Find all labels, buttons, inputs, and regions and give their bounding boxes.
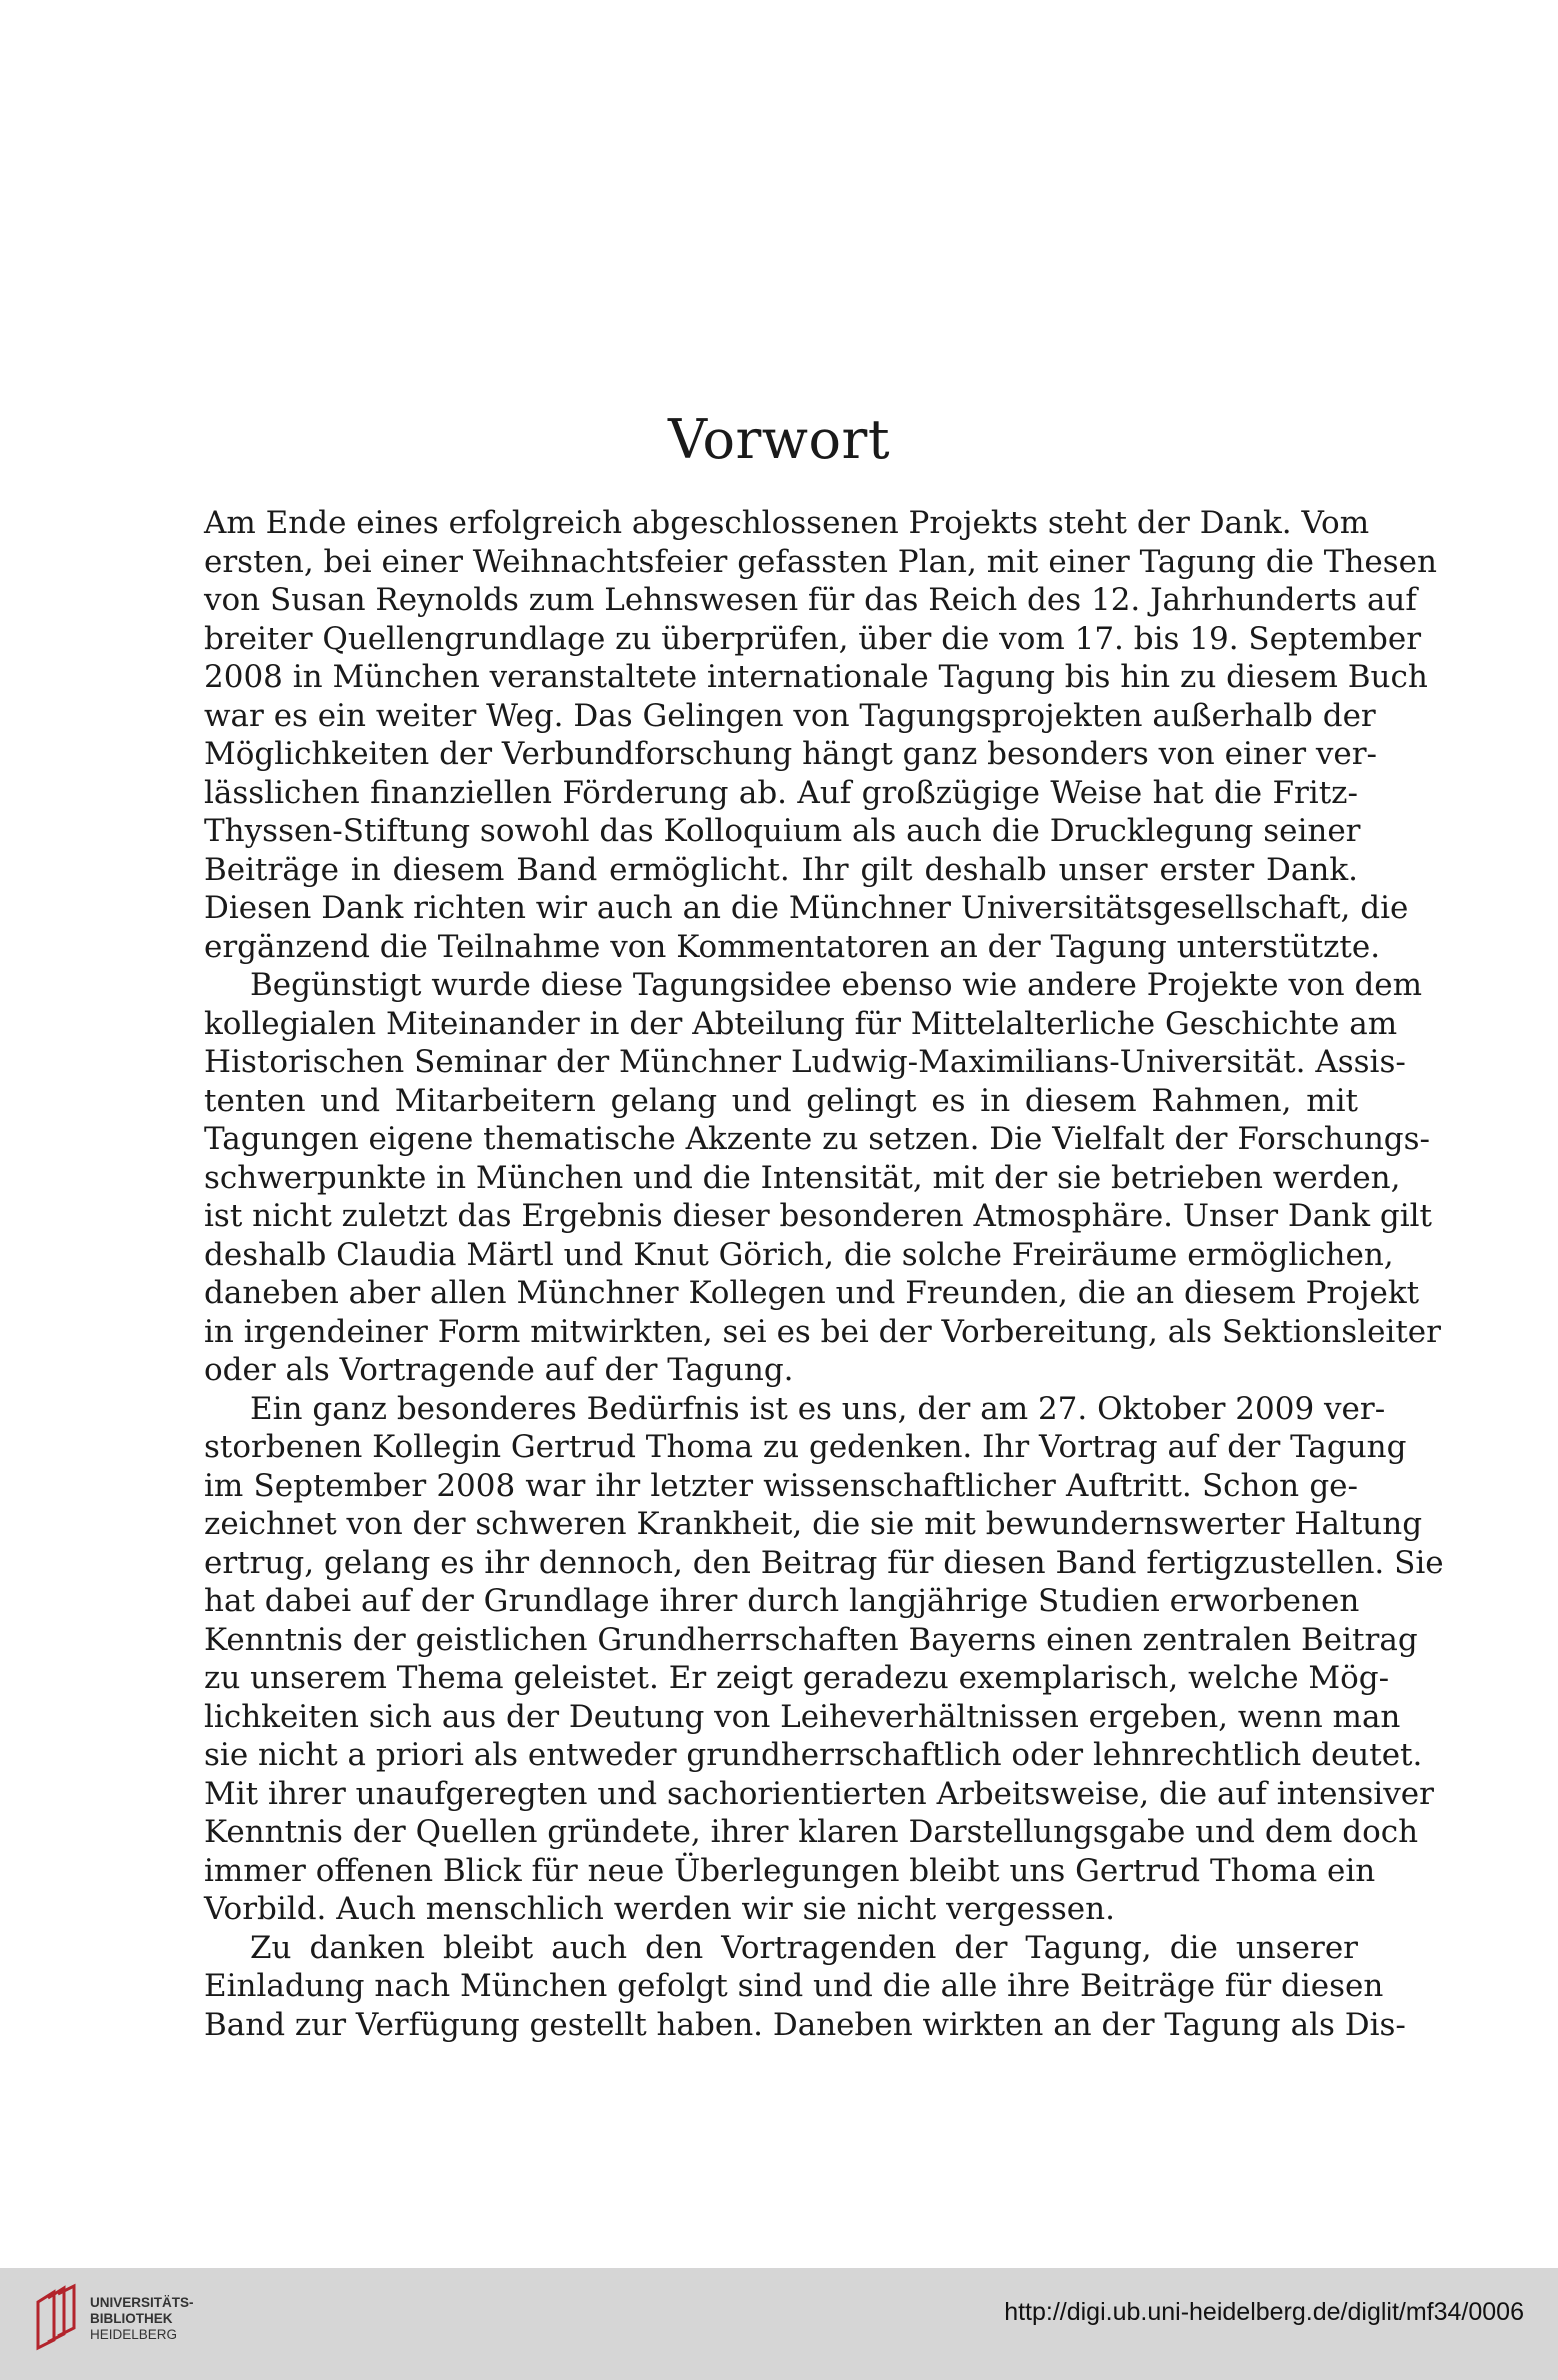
text-line: immer offenen Blick für neue Überlegungen bleibt uns Gertrud Thoma ein [204,1852,1376,1889]
text-line: oder als Vortragende auf der Tagung. [204,1352,794,1388]
text-line: kollegialen Miteinander in der Abteilung für Mittelalterliche Geschichte am [204,1005,1398,1042]
text-line: ist nicht zuletzt das Ergebnis dieser besonderen Atmosphäre. Unser Dank gilt [204,1198,1432,1234]
text-line: lässlichen finanziellen Förderung ab. Auf großzügige Weise hat die Fritz- [204,774,1358,811]
text-line: Begünstigt wurde diese Tagungsidee ebenso wie andere Projekte von dem [250,967,1423,1003]
text-line: ergänzend die Teilnahme von Kommentatoren an der Tagung unterstützte. [204,928,1381,965]
text-line: tenten und Mitarbeitern gelang und gelingt es in diesem Rahmen, mit [204,1082,1358,1119]
source-url-link[interactable]: http://digi.ub.uni-heidelberg.de/diglit/mf34/0006 [1004,2298,1524,2326]
text-line: daneben aber allen Münchner Kollegen und Freunden, die an diesem Projekt [204,1275,1420,1311]
text-line: Kenntnis der Quellen gründete, ihrer klaren Darstellungsgabe und dem doch [204,1814,1419,1850]
text-line: Mit ihrer unaufgeregten und sachorientierten Arbeitsweise, die auf intensiver [204,1775,1434,1812]
text-line: deshalb Claudia Märtl und Knut Görich, die solche Freiräume ermöglichen, [204,1236,1394,1273]
text-line: Zu danken bleibt auch den Vortragenden der Tagung, die unserer [250,1929,1358,1966]
text-line: storbenen Kollegin Gertrud Thoma zu gedenken. Ihr Vortrag auf der Tagung [204,1429,1407,1465]
library-name-line: BIBLIOTHEK [90,2311,173,2326]
text-line: Kenntnis der geistlichen Grundherrschaften Bayerns einen zentralen Beitrag [204,1621,1418,1658]
page-title: Vorwort [667,408,891,472]
paragraph [204,966,1441,1390]
text-line: hat dabei auf der Grundlage ihrer durch langjährige Studien erworbenen [204,1583,1360,1619]
text-line: Band zur Verfügung gestellt haben. Daneben wirkten an der Tagung als Dis- [204,2006,1406,2043]
library-name-line: HEIDELBERG [90,2327,178,2342]
text-line: in irgendeiner Form mitwirkten, sei es bei der Vorbereitung, als Sektionsleiter [204,1313,1441,1350]
library-name-line: UNIVERSITÄTS- [90,2295,194,2310]
footer-bar [0,2268,1558,2380]
text-line: breiter Quellengrundlage zu überprüfen, über die vom 17. bis 19. September [204,620,1422,657]
text-line: Tagungen eigene thematische Akzente zu setzen. Die Vielfalt der Forschungs- [204,1121,1431,1157]
text-line: Möglichkeiten der Verbundforschung hängt ganz besonders von einer ver- [204,736,1378,772]
text-line: Diesen Dank richten wir auch an die Münchner Universitätsgesellschaft, die [204,890,1409,926]
text-line: sie nicht a priori als entweder grundherrschaftlich oder lehnrechtlich deutet. [204,1737,1423,1773]
body-text [204,504,1444,2044]
paragraph [204,1390,1444,1929]
text-line: Beiträge in diesem Band ermöglicht. Ihr gilt deshalb unser erster Dank. [204,851,1358,888]
text-line: zu unserem Thema geleistet. Er zeigt geradezu exemplarisch, welche Mög- [204,1660,1390,1696]
text-line: Einladung nach München gefolgt sind und die alle ihre Beiträge für diesen [204,1968,1384,2004]
text-line: zeichnet von der schweren Krankheit, die sie mit bewundernswerter Haltung [204,1506,1423,1542]
text-line: war es ein weiter Weg. Das Gelingen von Tagungsprojekten außerhalb der [204,697,1376,734]
library-name [90,2295,194,2343]
text-line: lichkeiten sich aus der Deutung von Leiheverhältnissen ergeben, wenn man [204,1698,1401,1735]
text-line: ertrug, gelang es ihr dennoch, den Beitrag für diesen Band fertigzustellen. Sie [204,1544,1444,1581]
text-line: von Susan Reynolds zum Lehnswesen für das Reich des 12. Jahrhunderts auf [204,582,1417,618]
text-line: 2008 in München veranstaltete internationale Tagung bis hin zu diesem Buch [204,659,1428,695]
text-line: Am Ende eines erfolgreich abgeschlossenen Projekts steht der Dank. Vom [204,505,1370,541]
text-line: Ein ganz besonderes Bedürfnis ist es uns, der am 27. Oktober 2009 ver- [250,1390,1386,1427]
text-line: Thyssen-Stiftung sowohl das Kolloquium als auch die Drucklegung seiner [204,813,1361,849]
library-logo-icon [32,2282,86,2352]
text-line: ersten, bei einer Weihnachtsfeier gefassten Plan, mit einer Tagung die Thesen [204,543,1437,580]
text-line: Historischen Seminar der Münchner Ludwig-Maximilians-Universität. Assis- [204,1044,1406,1080]
text-line: Vorbild. Auch menschlich werden wir sie nicht vergessen. [204,1891,1115,1927]
text-line: schwerpunkte in München und die Intensität, mit der sie betrieben werden, [204,1159,1401,1196]
text-line: im September 2008 war ihr letzter wissenschaftlicher Auftritt. Schon ge- [204,1467,1358,1504]
paragraph [204,504,1437,966]
paragraph [204,1929,1406,2045]
